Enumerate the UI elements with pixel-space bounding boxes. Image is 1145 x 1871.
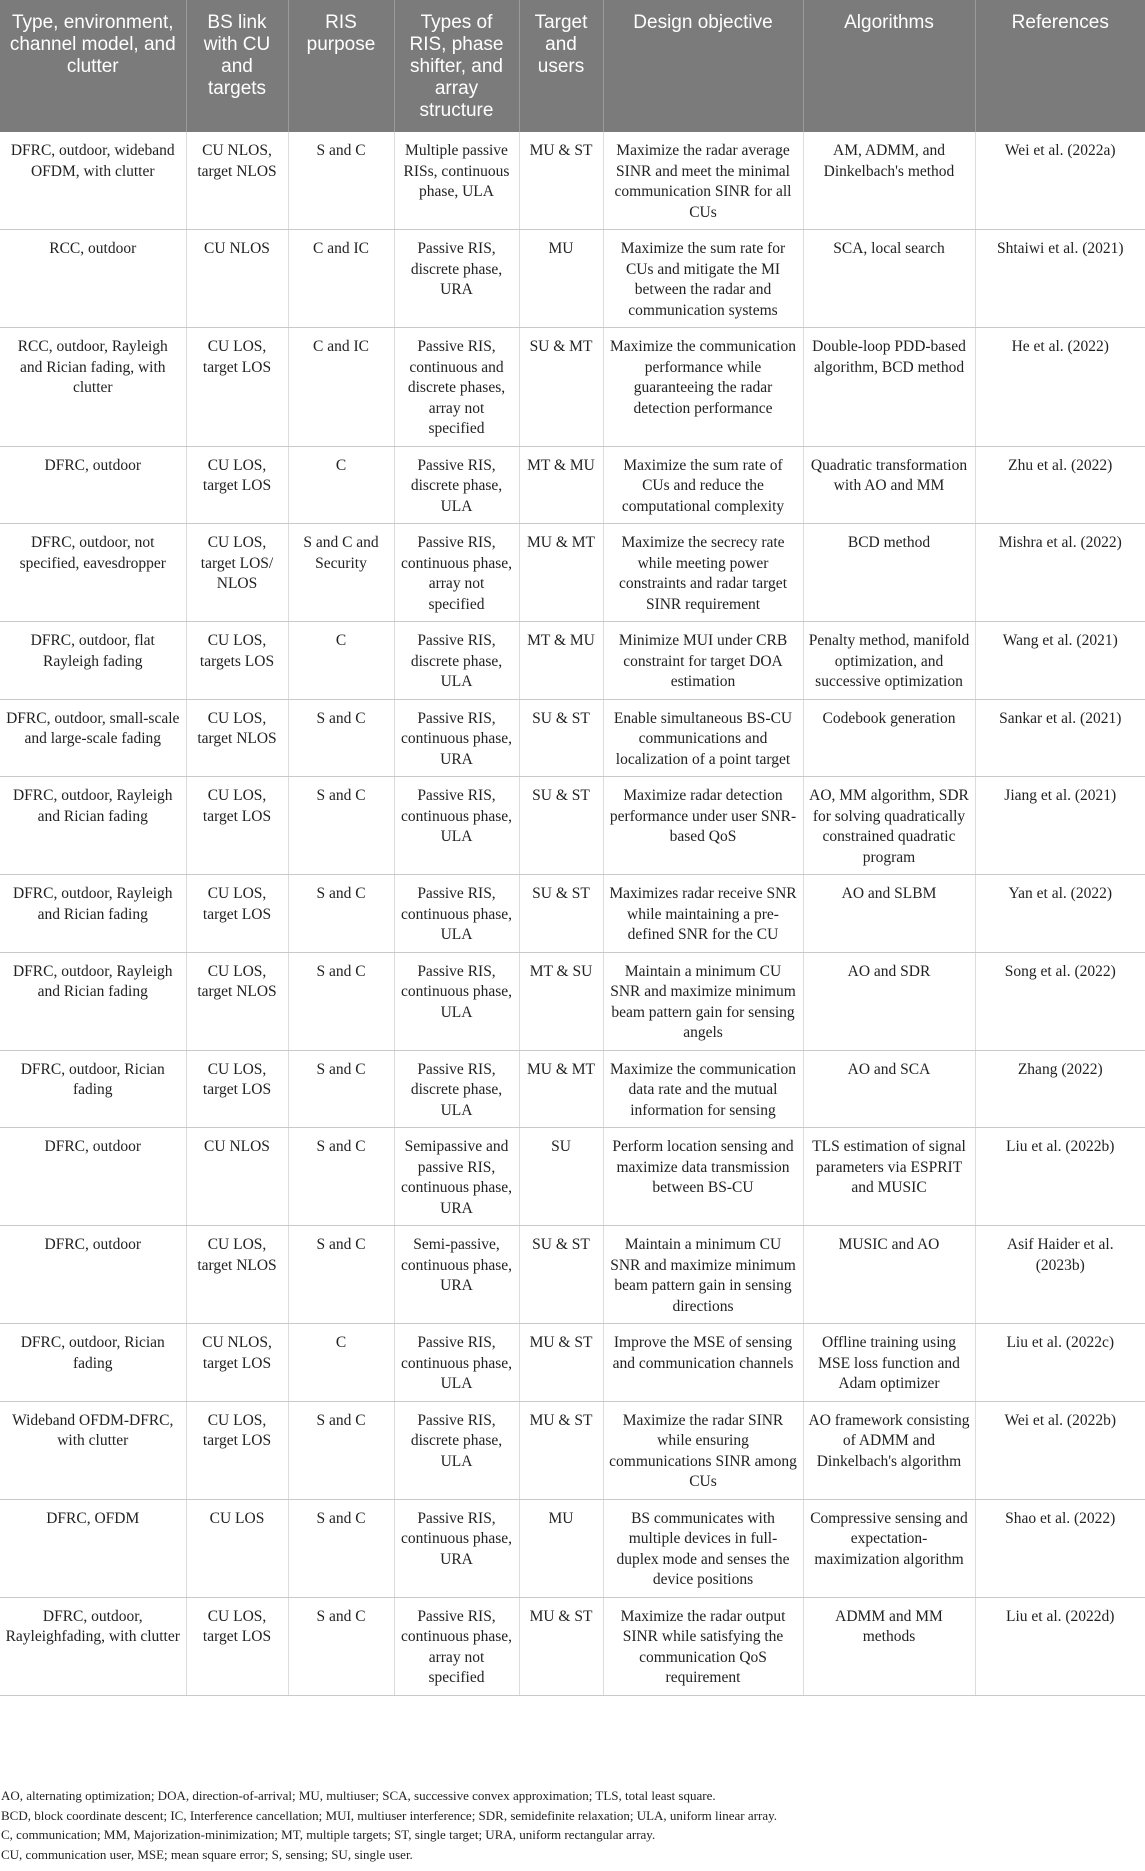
header-target-users: Target and users bbox=[519, 0, 603, 132]
cell-ris-types: Passive RIS, discrete phase, URA bbox=[394, 230, 519, 328]
cell-reference: Liu et al. (2022d) bbox=[975, 1597, 1145, 1695]
header-ris-purpose: RIS purpose bbox=[288, 0, 394, 132]
cell-bs-link: CU LOS, target LOS bbox=[186, 328, 288, 447]
cell-ris-types: Semipassive and passive RIS, continuous phase, URA bbox=[394, 1128, 519, 1226]
footnote-line: BCD, block coordinate descent; IC, Interference cancellation; MUI, multiuser interference; SDR, semidefinite relaxation; ULA, uniform linear array. bbox=[1, 1807, 777, 1823]
cell-target-users: SU & ST bbox=[519, 777, 603, 875]
cell-algorithms: Quadratic transformation with AO and MM bbox=[803, 446, 975, 524]
cell-type-environment: RCC, outdoor, Rayleigh and Rician fading, with clutter bbox=[0, 328, 186, 447]
cell-algorithms: AO, MM algorithm, SDR for solving quadratically constrained quadratic program bbox=[803, 777, 975, 875]
table-row bbox=[0, 230, 1145, 328]
cell-reference: Song et al. (2022) bbox=[975, 952, 1145, 1050]
cell-reference: Yan et al. (2022) bbox=[975, 875, 1145, 953]
cell-target-users: MU bbox=[519, 1499, 603, 1597]
cell-target-users: MU & MT bbox=[519, 1050, 603, 1128]
cell-target-users: MU & ST bbox=[519, 1597, 603, 1695]
cell-design-objective: Maximize the radar output SINR while satisfying the communication QoS requirement bbox=[603, 1597, 803, 1695]
cell-algorithms: ADMM and MM methods bbox=[803, 1597, 975, 1695]
cell-type-environment: DFRC, outdoor, Rayleigh and Rician fading bbox=[0, 875, 186, 953]
cell-bs-link: CU LOS, target LOS bbox=[186, 1050, 288, 1128]
cell-design-objective: Maximizes radar receive SNR while maintaining a pre-defined SNR for the CU bbox=[603, 875, 803, 953]
cell-bs-link: CU LOS, target NLOS bbox=[186, 952, 288, 1050]
cell-design-objective: Maximize radar detection performance under user SNR-based QoS bbox=[603, 777, 803, 875]
cell-bs-link: CU LOS, target LOS/ NLOS bbox=[186, 524, 288, 622]
cell-reference: Sankar et al. (2021) bbox=[975, 699, 1145, 777]
cell-bs-link: CU LOS, target LOS bbox=[186, 1597, 288, 1695]
cell-target-users: MT & MU bbox=[519, 622, 603, 700]
cell-type-environment: DFRC, outdoor bbox=[0, 446, 186, 524]
cell-algorithms: Double-loop PDD-based algorithm, BCD method bbox=[803, 328, 975, 447]
table-row bbox=[0, 1128, 1145, 1226]
cell-bs-link: CU LOS, target NLOS bbox=[186, 699, 288, 777]
table-row bbox=[0, 1050, 1145, 1128]
footnote-line: CU, communication user, MSE; mean square error; S, sensing; SU, single user. bbox=[1, 1846, 413, 1862]
cell-design-objective: BS communicates with multiple devices in full-duplex mode and senses the device positions bbox=[603, 1499, 803, 1597]
cell-design-objective: Maximize the communication performance while guaranteeing the radar detection performance bbox=[603, 328, 803, 447]
cell-ris-purpose: S and C bbox=[288, 1226, 394, 1324]
cell-algorithms: BCD method bbox=[803, 524, 975, 622]
cell-ris-types: Passive RIS, discrete phase, ULA bbox=[394, 446, 519, 524]
cell-bs-link: CU LOS, target LOS bbox=[186, 446, 288, 524]
cell-ris-purpose: S and C bbox=[288, 1499, 394, 1597]
cell-ris-purpose: C bbox=[288, 1324, 394, 1402]
header-ris-types: Types of RIS, phase shifter, and array structure bbox=[394, 0, 519, 132]
cell-ris-types: Passive RIS, continuous phase, ULA bbox=[394, 875, 519, 953]
header-design-objective: Design objective bbox=[603, 0, 803, 132]
cell-design-objective: Perform location sensing and maximize data transmission between BS-CU bbox=[603, 1128, 803, 1226]
cell-ris-purpose: S and C bbox=[288, 952, 394, 1050]
cell-type-environment: DFRC, outdoor, Rayleigh and Rician fading bbox=[0, 777, 186, 875]
cell-algorithms: AO framework consisting of ADMM and Dinkelbach's algorithm bbox=[803, 1401, 975, 1499]
cell-ris-types: Passive RIS, continuous phase, URA bbox=[394, 1499, 519, 1597]
cell-bs-link: CU LOS, target LOS bbox=[186, 875, 288, 953]
table-row bbox=[0, 1499, 1145, 1597]
footnote-line: AO, alternating optimization; DOA, direction-of-arrival; MU, multiuser; SCA, successive convex approximation; TLS, total least square. bbox=[1, 1788, 716, 1803]
header-algorithms: Algorithms bbox=[803, 0, 975, 132]
header-type-environment: Type, environment, channel model, and clutter bbox=[0, 0, 186, 132]
cell-design-objective: Maximize the communication data rate and the mutual information for sensing bbox=[603, 1050, 803, 1128]
cell-type-environment: Wideband OFDM-DFRC, with clutter bbox=[0, 1401, 186, 1499]
cell-ris-purpose: C bbox=[288, 622, 394, 700]
cell-type-environment: DFRC, outdoor, Rician fading bbox=[0, 1050, 186, 1128]
cell-ris-purpose: S and C bbox=[288, 1050, 394, 1128]
cell-type-environment: DFRC, outdoor, Rayleighfading, with clutter bbox=[0, 1597, 186, 1695]
cell-ris-types: Passive RIS, discrete phase, ULA bbox=[394, 1401, 519, 1499]
cell-type-environment: DFRC, OFDM bbox=[0, 1499, 186, 1597]
header-bs-link: BS link with CU and targets bbox=[186, 0, 288, 132]
cell-bs-link: CU LOS, target LOS bbox=[186, 777, 288, 875]
cell-algorithms: AM, ADMM, and Dinkelbach's method bbox=[803, 132, 975, 230]
cell-reference: He et al. (2022) bbox=[975, 328, 1145, 447]
table-footnotes bbox=[0, 1786, 1145, 1864]
table-row bbox=[0, 952, 1145, 1050]
cell-ris-types: Passive RIS, continuous phase, array not specified bbox=[394, 1597, 519, 1695]
cell-target-users: SU & ST bbox=[519, 699, 603, 777]
cell-ris-types: Passive RIS, discrete phase, ULA bbox=[394, 1050, 519, 1128]
table-row bbox=[0, 132, 1145, 230]
cell-reference: Mishra et al. (2022) bbox=[975, 524, 1145, 622]
cell-reference: Zhu et al. (2022) bbox=[975, 446, 1145, 524]
cell-algorithms: AO and SLBM bbox=[803, 875, 975, 953]
cell-target-users: MU & ST bbox=[519, 1401, 603, 1499]
cell-reference: Wei et al. (2022b) bbox=[975, 1401, 1145, 1499]
cell-type-environment: DFRC, outdoor, Rayleigh and Rician fading bbox=[0, 952, 186, 1050]
table-row bbox=[0, 1324, 1145, 1402]
cell-ris-types: Passive RIS, continuous and discrete phases, array not specified bbox=[394, 328, 519, 447]
cell-type-environment: DFRC, outdoor bbox=[0, 1128, 186, 1226]
cell-bs-link: CU LOS, target NLOS bbox=[186, 1226, 288, 1324]
cell-ris-types: Semi-passive, continuous phase, URA bbox=[394, 1226, 519, 1324]
cell-algorithms: AO and SDR bbox=[803, 952, 975, 1050]
table-row bbox=[0, 1597, 1145, 1695]
cell-bs-link: CU NLOS, target LOS bbox=[186, 1324, 288, 1402]
cell-algorithms: SCA, local search bbox=[803, 230, 975, 328]
cell-bs-link: CU LOS bbox=[186, 1499, 288, 1597]
cell-ris-types: Passive RIS, discrete phase, ULA bbox=[394, 622, 519, 700]
table-row bbox=[0, 328, 1145, 447]
cell-design-objective: Maximize the radar SINR while ensuring communications SINR among CUs bbox=[603, 1401, 803, 1499]
table-row bbox=[0, 446, 1145, 524]
cell-bs-link: CU NLOS bbox=[186, 230, 288, 328]
cell-bs-link: CU NLOS bbox=[186, 1128, 288, 1226]
cell-algorithms: Penalty method, manifold optimization, and successive optimization bbox=[803, 622, 975, 700]
footnote-line: C, communication; MM, Majorization-minimization; MT, multiple targets; ST, single target; URA, uniform rectangular array. bbox=[1, 1827, 656, 1842]
cell-ris-purpose: S and C bbox=[288, 1401, 394, 1499]
cell-design-objective: Maximize the sum rate of CUs and reduce the computational complexity bbox=[603, 446, 803, 524]
cell-target-users: SU & ST bbox=[519, 1226, 603, 1324]
cell-type-environment: DFRC, outdoor, flat Rayleigh fading bbox=[0, 622, 186, 700]
cell-bs-link: CU NLOS, target NLOS bbox=[186, 132, 288, 230]
cell-ris-types: Multiple passive RISs, continuous phase, ULA bbox=[394, 132, 519, 230]
cell-type-environment: DFRC, outdoor bbox=[0, 1226, 186, 1324]
cell-target-users: SU & MT bbox=[519, 328, 603, 447]
cell-ris-types: Passive RIS, continuous phase, ULA bbox=[394, 777, 519, 875]
cell-target-users: MU bbox=[519, 230, 603, 328]
cell-design-objective: Maximize the sum rate for CUs and mitigate the MI between the radar and communication systems bbox=[603, 230, 803, 328]
table-body bbox=[0, 132, 1145, 1695]
cell-ris-purpose: C and IC bbox=[288, 230, 394, 328]
cell-design-objective: Enable simultaneous BS-CU communications and localization of a point target bbox=[603, 699, 803, 777]
table-header-row bbox=[0, 0, 1145, 132]
cell-target-users: MU & ST bbox=[519, 1324, 603, 1402]
cell-target-users: MT & SU bbox=[519, 952, 603, 1050]
cell-reference: Wei et al. (2022a) bbox=[975, 132, 1145, 230]
cell-design-objective: Maintain a minimum CU SNR and maximize minimum beam pattern gain for sensing angels bbox=[603, 952, 803, 1050]
cell-reference: Wang et al. (2021) bbox=[975, 622, 1145, 700]
cell-ris-purpose: S and C bbox=[288, 1597, 394, 1695]
cell-design-objective: Maintain a minimum CU SNR and maximize minimum beam pattern gain in sensing directions bbox=[603, 1226, 803, 1324]
cell-reference: Liu et al. (2022b) bbox=[975, 1128, 1145, 1226]
cell-reference: Shtaiwi et al. (2021) bbox=[975, 230, 1145, 328]
cell-target-users: SU bbox=[519, 1128, 603, 1226]
cell-ris-purpose: S and C bbox=[288, 777, 394, 875]
cell-reference: Liu et al. (2022c) bbox=[975, 1324, 1145, 1402]
cell-type-environment: DFRC, outdoor, not specified, eavesdropper bbox=[0, 524, 186, 622]
cell-design-objective: Maximize the radar average SINR and meet the minimal communication SINR for all CUs bbox=[603, 132, 803, 230]
cell-algorithms: TLS estimation of signal parameters via ESPRIT and MUSIC bbox=[803, 1128, 975, 1226]
cell-design-objective: Minimize MUI under CRB constraint for target DOA estimation bbox=[603, 622, 803, 700]
cell-algorithms: AO and SCA bbox=[803, 1050, 975, 1128]
cell-ris-purpose: S and C bbox=[288, 132, 394, 230]
cell-ris-types: Passive RIS, continuous phase, URA bbox=[394, 699, 519, 777]
cell-ris-types: Passive RIS, continuous phase, ULA bbox=[394, 952, 519, 1050]
cell-reference: Jiang et al. (2021) bbox=[975, 777, 1145, 875]
cell-ris-purpose: C and IC bbox=[288, 328, 394, 447]
cell-algorithms: Codebook generation bbox=[803, 699, 975, 777]
cell-type-environment: DFRC, outdoor, Rician fading bbox=[0, 1324, 186, 1402]
cell-reference: Zhang (2022) bbox=[975, 1050, 1145, 1128]
table-row bbox=[0, 1226, 1145, 1324]
table-row bbox=[0, 622, 1145, 700]
cell-ris-purpose: S and C bbox=[288, 1128, 394, 1226]
cell-type-environment: RCC, outdoor bbox=[0, 230, 186, 328]
cell-target-users: SU & ST bbox=[519, 875, 603, 953]
cell-type-environment: DFRC, outdoor, small-scale and large-scale fading bbox=[0, 699, 186, 777]
cell-target-users: MU & MT bbox=[519, 524, 603, 622]
cell-reference: Asif Haider et al. (2023b) bbox=[975, 1226, 1145, 1324]
table-row bbox=[0, 777, 1145, 875]
cell-ris-purpose: S and C bbox=[288, 699, 394, 777]
cell-ris-types: Passive RIS, continuous phase, array not specified bbox=[394, 524, 519, 622]
cell-design-objective: Maximize the secrecy rate while meeting power constraints and radar target SINR requirement bbox=[603, 524, 803, 622]
table-row bbox=[0, 875, 1145, 953]
cell-ris-types: Passive RIS, continuous phase, ULA bbox=[394, 1324, 519, 1402]
cell-target-users: MT & MU bbox=[519, 446, 603, 524]
cell-ris-purpose: C bbox=[288, 446, 394, 524]
cell-bs-link: CU LOS, target LOS bbox=[186, 1401, 288, 1499]
cell-ris-purpose: S and C bbox=[288, 875, 394, 953]
cell-algorithms: Offline training using MSE loss function and Adam optimizer bbox=[803, 1324, 975, 1402]
table-row bbox=[0, 699, 1145, 777]
cell-bs-link: CU LOS, targets LOS bbox=[186, 622, 288, 700]
cell-design-objective: Improve the MSE of sensing and communication channels bbox=[603, 1324, 803, 1402]
cell-target-users: MU & ST bbox=[519, 132, 603, 230]
cell-reference: Shao et al. (2022) bbox=[975, 1499, 1145, 1597]
cell-type-environment: DFRC, outdoor, wideband OFDM, with clutter bbox=[0, 132, 186, 230]
header-references: References bbox=[975, 0, 1145, 132]
table-row bbox=[0, 524, 1145, 622]
cell-ris-purpose: S and C and Security bbox=[288, 524, 394, 622]
table-row bbox=[0, 1401, 1145, 1499]
cell-algorithms: Compressive sensing and expectation-maximization algorithm bbox=[803, 1499, 975, 1597]
cell-algorithms: MUSIC and AO bbox=[803, 1226, 975, 1324]
